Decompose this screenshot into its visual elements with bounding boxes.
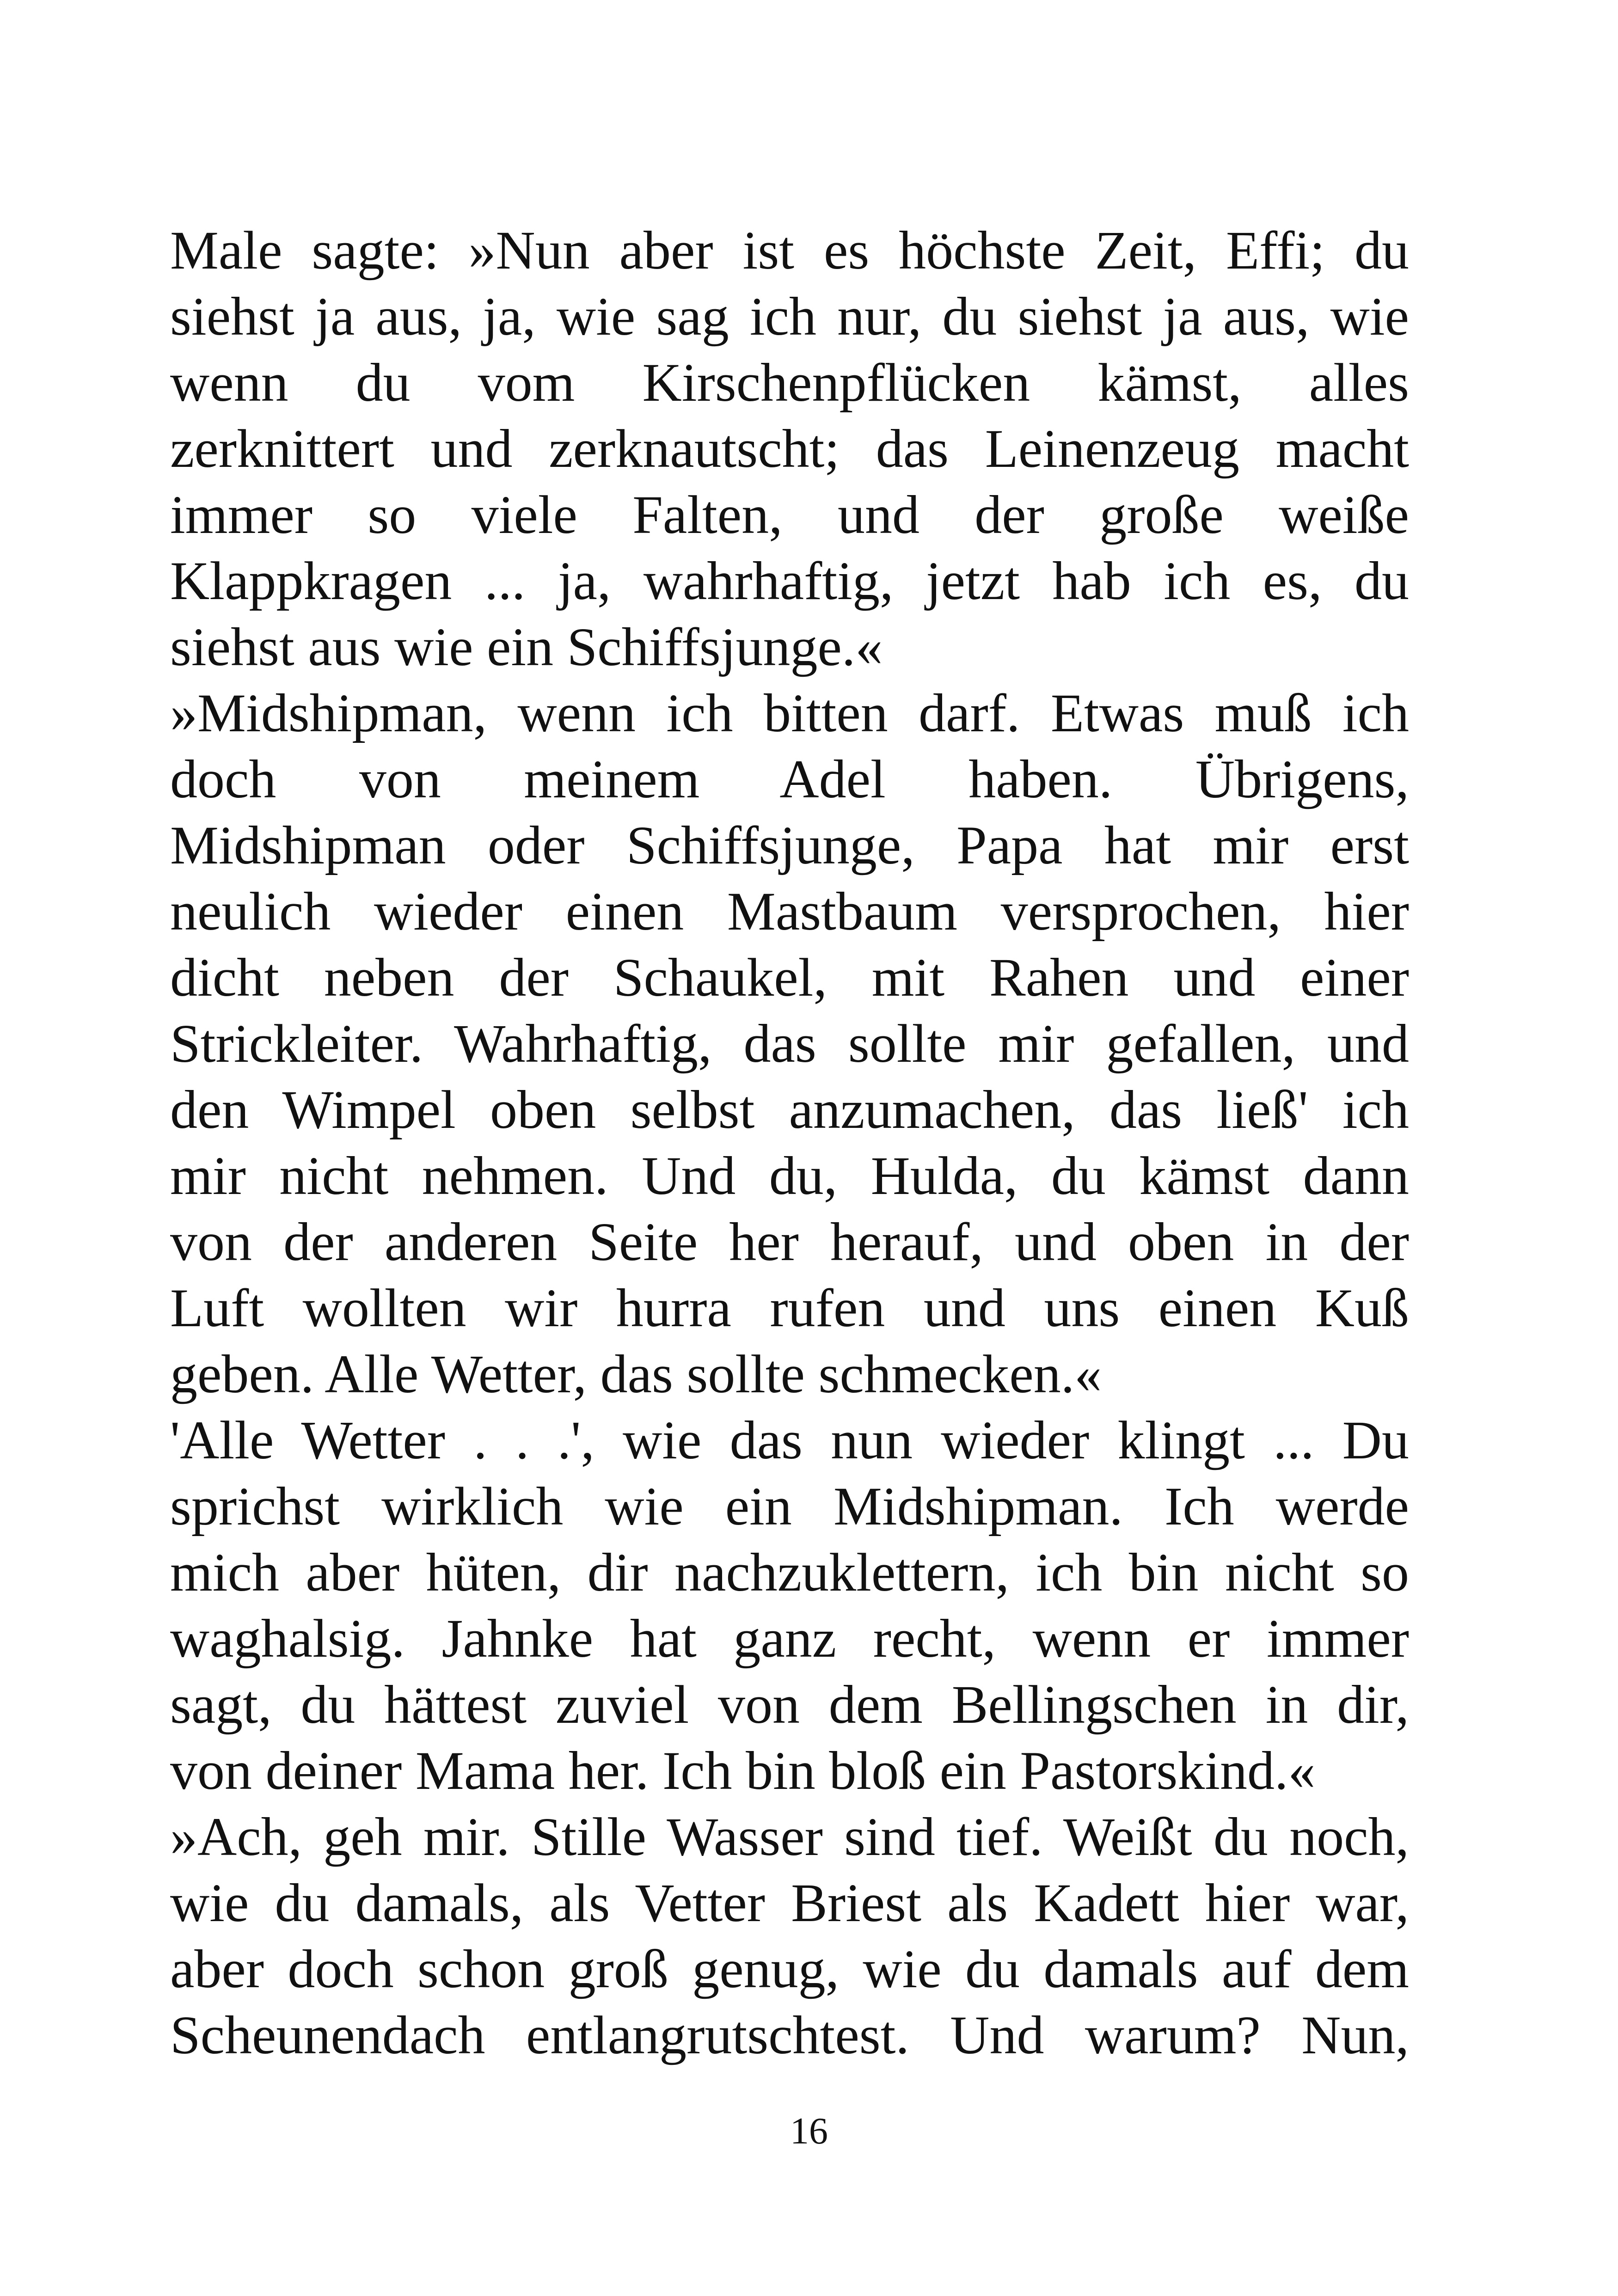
text-line: geben. Alle Wetter, das sollte schmecken.« <box>170 1344 1102 1404</box>
text-line: sprichst wirklich wie ein Midshipman. Ich werde <box>170 1476 1409 1537</box>
text-line: zerknittert und zerknautscht; das Leinenzeug macht <box>170 418 1409 479</box>
text-line: siehst aus wie ein Schiffsjunge.« <box>170 617 883 677</box>
page-number: 16 <box>790 2110 828 2152</box>
text-line: doch von meinem Adel haben. Übrigens, <box>170 749 1409 809</box>
text-line: den Wimpel oben selbst anzumachen, das ließ' ich <box>170 1079 1409 1140</box>
text-line: wenn du vom Kirschenpflücken kämst, alles <box>170 352 1409 413</box>
text-line: Male sagte: »Nun aber ist es höchste Zeit, Effi; du <box>170 220 1409 281</box>
text-line: aber doch schon groß genug, wie du damals auf dem <box>170 1939 1409 1999</box>
text-line: mich aber hüten, dir nachzuklettern, ich bin nicht so <box>170 1542 1409 1603</box>
text-line: Klappkragen ... ja, wahrhaftig, jetzt hab ich es, du <box>170 551 1409 611</box>
text-line: »Midshipman, wenn ich bitten darf. Etwas muß ich <box>170 683 1409 743</box>
text-line: sagt, du hättest zuviel von dem Bellingschen in dir, <box>170 1674 1409 1735</box>
text-line: von deiner Mama her. Ich bin bloß ein Pastorskind.« <box>170 1740 1316 1801</box>
text-line: Luft wollten wir hurra rufen und uns einen Kuß <box>170 1278 1409 1338</box>
text-line: »Ach, geh mir. Stille Wasser sind tief. Weißt du noch, <box>170 1806 1409 1867</box>
text-line: Midshipman oder Schiffsjunge, Papa hat mir erst <box>170 815 1409 876</box>
text-line: von der anderen Seite her herauf, und oben in der <box>170 1212 1409 1272</box>
text-line: dicht neben der Schaukel, mit Rahen und einer <box>170 947 1409 1008</box>
text-line: 'Alle Wetter . . .', wie das nun wieder klingt ... Du <box>170 1410 1409 1470</box>
text-line: Strickleiter. Wahrhaftig, das sollte mir gefallen, und <box>170 1013 1409 1074</box>
text-line: wie du damals, als Vetter Briest als Kadett hier war, <box>170 1873 1409 1933</box>
text-line: waghalsig. Jahnke hat ganz recht, wenn er immer <box>170 1608 1409 1669</box>
text-line: immer so viele Falten, und der große weiße <box>170 484 1409 545</box>
text-line: Scheunendach entlangrutschtest. Und warum? Nun, <box>170 2005 1409 2065</box>
text-line: mir nicht nehmen. Und du, Hulda, du kämst dann <box>170 1145 1409 1206</box>
body-text <box>170 217 1409 2068</box>
text-line: neulich wieder einen Mastbaum versprochen, hier <box>170 881 1409 942</box>
text-line: siehst ja aus, ja, wie sag ich nur, du siehst ja aus, wie <box>170 286 1409 347</box>
